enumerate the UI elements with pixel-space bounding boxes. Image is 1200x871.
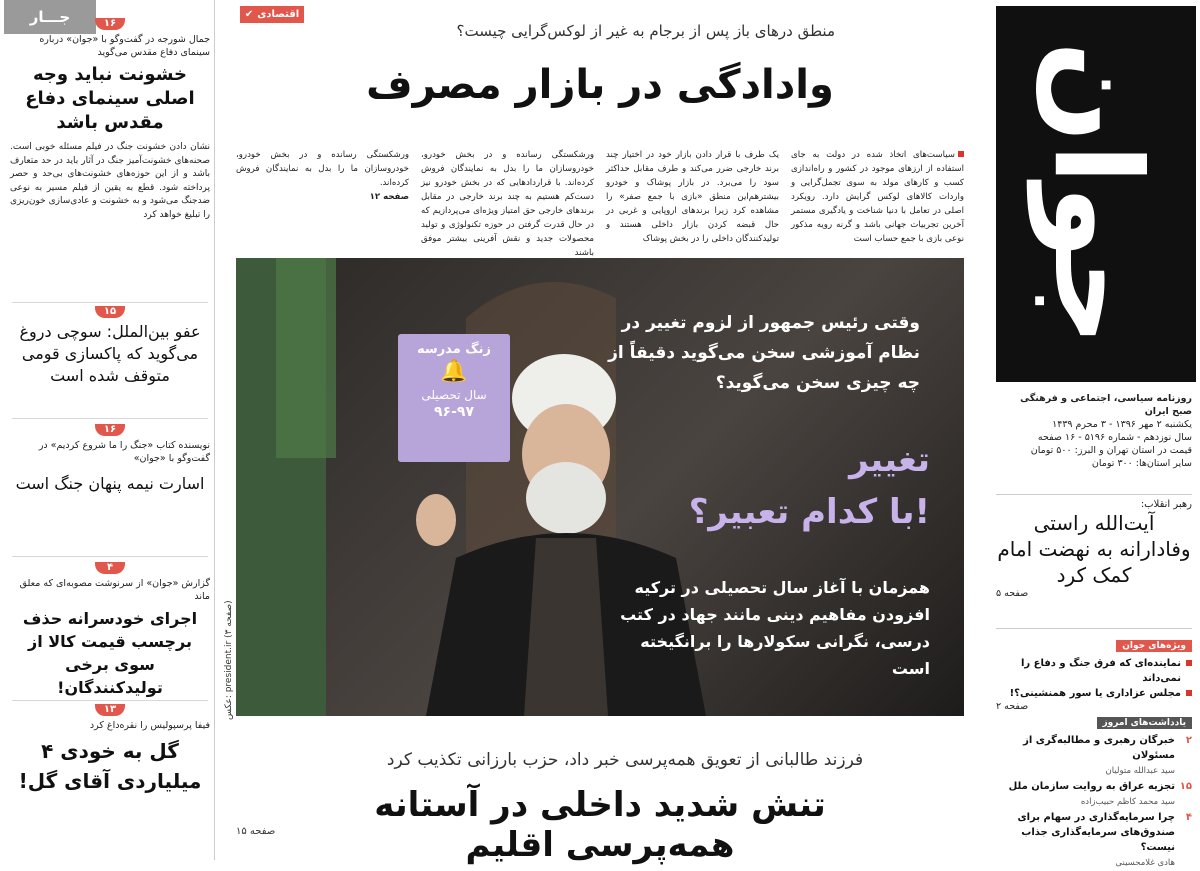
- special-item-label: نماینده‌ای که فرق جنگ و دفاع را نمی‌داند: [1021, 658, 1181, 684]
- page-ref: صفحه ۲: [996, 701, 1029, 712]
- leader-tag: رهبر انقلاب:: [1140, 499, 1192, 510]
- bullet-icon: [1186, 690, 1192, 696]
- note-page: ۲: [1185, 735, 1192, 746]
- section-tag-label: اقتصادی: [257, 9, 300, 20]
- note-author: سید عبدالله متولیان: [1105, 766, 1175, 776]
- page-badge: ۱۶: [95, 18, 125, 30]
- note-title: چرا سرمایه‌گذاری در سهام برای صندوق‌های سرمایه‌گذاری جذاب نیست؟: [1017, 812, 1175, 853]
- top-col-3: ورشکستگی رسانده و در بخش خودرو، خودروسازان ما را بدل به نمایندگان فروش کرده‌اند. با قراردادهایی که در بخش خودرو نیز دست‌کم هستیم به چند برند خارجی در مقابل برندهای خارجی حق امتیاز ویژه‌ای می‌پردازیم که در حال قدرت گرفتن در حوزه تکنولوژی و تولید محصولات جدید و نقش آفرینی بیشتر موفق باشند: [421, 150, 594, 258]
- special-header: ویژه‌های جوان: [1116, 640, 1192, 652]
- bottom-page-ref[interactable]: صفحه ۱۵: [236, 826, 276, 837]
- col-text: سیاست‌های اتخاذ شده در دولت به جای استفاده از ارزهای موجود در کشور و راه‌اندازی کسب و کارهای مولد به سوی تجمل‌گرایی و واردات کالاهای لوکس گرایش دارد. رویکرد اصلی در تعامل با دنیا شناخت و یادگیری مستمر آخرین تجربیات جهانی باشد و گرنه رویه مذکور نوعی بازی با جمع حساب است: [791, 150, 964, 244]
- masthead-date: یکشنبه ۲ مهر ۱۳۹۶ - ۳ محرم ۱۴۳۹: [1052, 419, 1192, 430]
- sidebar-story-3[interactable]: [10, 424, 210, 497]
- section-tag: [240, 6, 304, 23]
- story-kicker: گزارش «جوان» از سرنوشت مصوبه‌ای که معلق ماند: [19, 578, 210, 602]
- note-item[interactable]: [996, 779, 1192, 810]
- watermark-logo: جـــار: [4, 0, 96, 34]
- special-item[interactable]: [996, 686, 1192, 701]
- masthead-price: سایر استان‌ها: ۳۰۰ تومان: [1091, 458, 1192, 469]
- col-text: ورشکستگی رسانده و در بخش خودرو، خودروسازان ما را بدل به نمایندگان فروش کرده‌اند.: [236, 150, 409, 188]
- photo-credit: عکس: president.ir (صفحه ۳): [224, 600, 234, 720]
- story-headline: اسارت نیمه پنهان جنگ است: [15, 474, 205, 493]
- bell-icon: 🔔: [440, 359, 468, 384]
- page-badge: ۴: [95, 562, 125, 574]
- note-item[interactable]: [996, 810, 1192, 871]
- story-headline: گل به خودی ۴ میلیاردی آقای گل!: [18, 739, 202, 793]
- top-article-columns: [236, 148, 964, 258]
- sidebar-story-1[interactable]: [10, 18, 210, 222]
- robe-inner: [524, 538, 608, 716]
- bullet-icon: [958, 151, 964, 157]
- note-title: تجزیه عراق به روایت سازمان ملل: [1008, 781, 1175, 792]
- photo-headline-2[interactable]: با کدام تعبیر؟!: [688, 492, 930, 532]
- note-item[interactable]: [996, 733, 1192, 779]
- divider: [12, 556, 208, 557]
- top-col-1: [791, 148, 964, 244]
- top-headline[interactable]: وادادگی در بازار مصرف: [366, 62, 834, 108]
- masthead-price: قیمت در استان تهران و البرز: ۵۰۰ تومان: [1030, 445, 1192, 456]
- note-title: خبرگان رهبری و مطالبه‌گری از مسئولان: [1023, 735, 1175, 761]
- sign-year: ۹۶-۹۷: [434, 404, 474, 420]
- story-kicker: جمال شورجه در گفت‌وگو با «جوان» درباره سینمای دفاع مقدس می‌گوید: [39, 34, 210, 58]
- bottom-headline[interactable]: تنش شدید داخلی در آستانه همه‌پرسی اقلیم: [374, 785, 826, 865]
- hand: [416, 494, 456, 546]
- story-body: نشان دادن خشونت جنگ در فیلم مسئله خوبی است. صحنه‌های خشونت‌آمیز جنگ در آثار باید در حد متعارف باشد و از این حوزه‌های خشونت‌های بی‌حد و حصر پرداخته شود. قطع به یقین از فیلم مسیر به نوعی ضدجنگ می‌شود و به خشونت و عادی‌سازی خون‌ریزی را تبلیغ خواهد کرد: [10, 142, 210, 220]
- story-headline: عفو بین‌الملل: سوچی دروغ می‌گوید که پاکسازی قومی متوقف شده است: [19, 322, 201, 385]
- divider: [12, 700, 208, 701]
- bottom-kicker: فرزند طالبانی از تعویق همه‌پرسی خبر داد، حزب بارزانی تکذیب کرد: [386, 750, 864, 770]
- story-kicker: نویسنده کتاب «جنگ را ما شروع کردیم» در گفت‌وگو با «جوان»: [38, 440, 210, 464]
- divider: [12, 302, 208, 303]
- page-badge: ۱۶: [95, 424, 125, 436]
- left-sidebar: [4, 0, 215, 860]
- page-ref[interactable]: صفحه ۱۲: [369, 192, 409, 202]
- photo-subtext: همزمان با آغاز سال تحصیلی در ترکیه افزودن مفاهیم دینی مانند جهاد در کتب درسی، نگرانی سکولارها را برانگیخته است: [620, 578, 930, 678]
- page-ref: صفحه ۵: [996, 588, 1029, 599]
- page-badge: ۱۵: [95, 306, 125, 318]
- sidebar-story-4[interactable]: [10, 562, 210, 699]
- special-item[interactable]: [996, 656, 1192, 686]
- check-icon: ✔: [244, 9, 254, 20]
- special-item-label: مجلس عزاداری یا سور همنشینی؟!: [1009, 688, 1181, 699]
- bullet-icon: [1186, 660, 1192, 666]
- masthead-line: سال نوزدهم - شماره ۵۱۹۶ - ۱۶ صفحه: [1037, 432, 1192, 443]
- sign-title: زنگ مدرسه: [417, 342, 491, 357]
- masthead-info: [1000, 392, 1192, 470]
- notes-box: [996, 710, 1192, 871]
- story-kicker: فیفا پرسپولیس را نقره‌داغ کرد: [89, 720, 210, 731]
- photo-question: وقتی رئیس جمهور از لزوم تغییر در نظام آموزشی سخن می‌گوید دقیقاً از چه چیزی سخن می‌گوید؟: [608, 313, 920, 393]
- note-author: سید محمد کاظم حبیب‌زاده: [1080, 797, 1175, 807]
- sign-subtitle: سال تحصیلی: [421, 388, 487, 402]
- school-bell-sign: [398, 334, 510, 462]
- story-headline: اجرای خودسرانه حذف برچسب قیمت کالا از سوی برخی تولیدکنندگان!: [22, 609, 198, 697]
- top-kicker: منطق درهای باز پس از برجام به غیر از لوکس‌گرایی چیست؟: [456, 22, 835, 40]
- foliage: [276, 258, 336, 458]
- masthead-line: روزنامه سیاسی، اجتماعی و فرهنگی صبح ایران: [1020, 393, 1192, 417]
- top-col-4: [236, 148, 409, 228]
- leader-quote-block[interactable]: [996, 494, 1192, 599]
- masthead-name: جوان: [1027, 41, 1166, 347]
- note-author: هادی غلامحسینی: [1115, 858, 1175, 868]
- notes-header: یادداشت‌های امروز: [1097, 717, 1193, 729]
- story-headline: خشونت نباید وجه اصلی سینمای دفاع مقدس باشد: [25, 64, 195, 133]
- note-page: ۱۵: [1179, 781, 1192, 792]
- page-badge: ۱۳: [95, 704, 125, 716]
- masthead-logo: [996, 6, 1196, 382]
- divider: [12, 418, 208, 419]
- leader-quote: آیت‌الله راستی وفادارانه به نهضت امام کمک کرد: [997, 511, 1191, 587]
- note-page: ۴: [1185, 812, 1192, 823]
- top-col-2: یک طرف با قرار دادن بازار خود در اختیار چند برند خارجی ضرر می‌کند و طرف مقابل حداکثر سود را می‌برد. در بازار پوشاک و خودرو بیشترهم‌این منطق «بازی با جمع صفر» را مشاهده کرد زیرا برندهای اروپایی و غربی در حال قبضه کردن بازار داخلی هستند و تولیدکنندگان داخلی را در بخش پوشاک: [606, 150, 779, 244]
- photo-headline-1[interactable]: تغییر: [849, 440, 930, 480]
- special-box: [996, 628, 1192, 712]
- sidebar-story-2[interactable]: [10, 306, 210, 387]
- sidebar-story-5[interactable]: [10, 704, 210, 796]
